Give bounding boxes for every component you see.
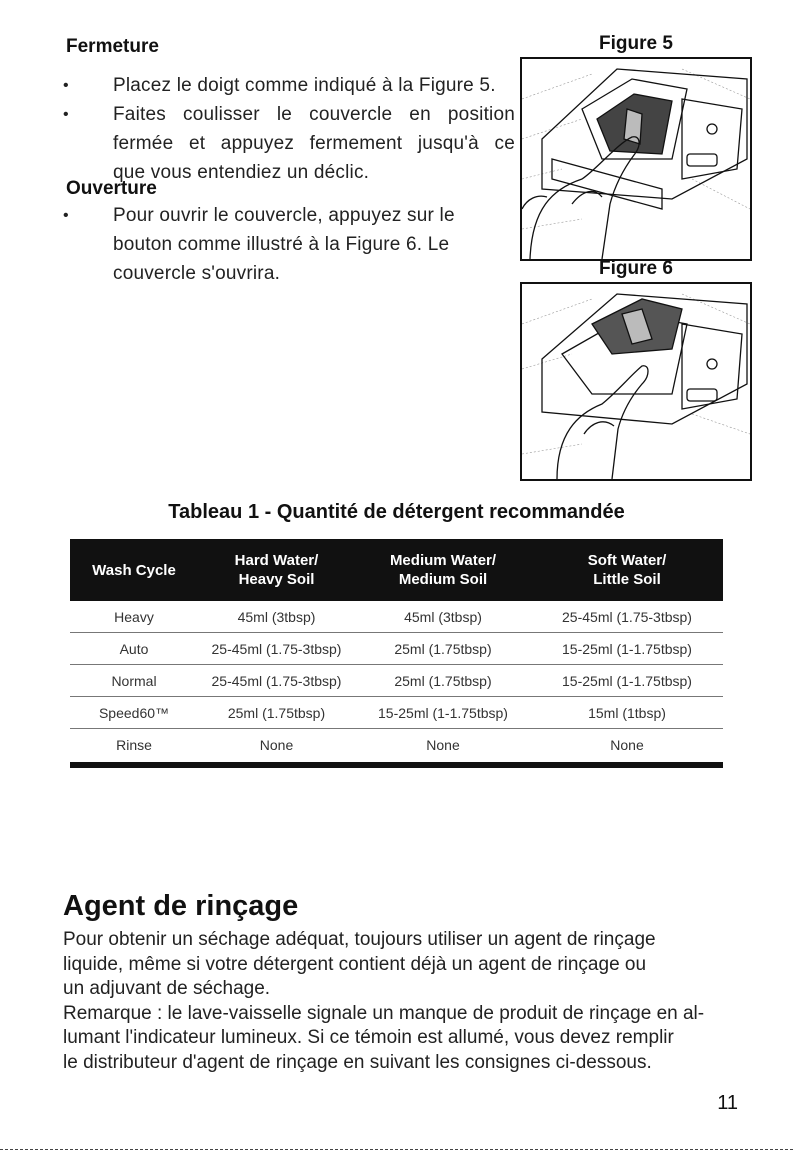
header-wash-cycle: Wash Cycle	[70, 539, 198, 601]
ouverture-heading: Ouverture	[66, 178, 157, 199]
table-cell: None	[426, 736, 460, 753]
table-cell: 25-45ml (1.75-3tbsp)	[198, 665, 355, 697]
table-cell: Auto	[70, 633, 198, 665]
table-cell: 15-25ml (1-1.75tbsp)	[531, 665, 723, 697]
table-row	[70, 601, 723, 633]
figure-5-title: Figure 5	[599, 33, 673, 54]
table-cell: 15-25ml (1-1.75tbsp)	[531, 633, 723, 665]
figure-6-illustration	[520, 282, 752, 481]
ouverture-line-2: bouton comme illustré à la Figure 6. Le	[113, 234, 450, 255]
rinse-section-title: Agent de rinçage	[63, 890, 299, 922]
table-cell: 25ml (1.75tbsp)	[198, 697, 355, 729]
figure-6-ref: Figure 6	[345, 234, 417, 255]
table-cell: None	[259, 736, 294, 753]
table-row	[70, 729, 723, 761]
rinse-line-6: le distributeur d'agent de rinçage en suivant les consignes ci-dessous.	[63, 1051, 652, 1073]
bullet-1-text: Placez le doigt comme indiqué à la	[113, 75, 419, 96]
header-soft-water: Soft Water/ Little Soil	[531, 539, 723, 601]
ouverture-bullet	[63, 201, 513, 288]
table-row	[70, 665, 723, 697]
table-cell: 15-25ml (1-1.75tbsp)	[355, 697, 531, 729]
page-bottom-edge	[0, 1149, 793, 1150]
bullet-2-line-2: fermée et appuyez fermement jusqu'à ce	[113, 133, 515, 154]
detergent-table	[70, 539, 723, 768]
table-cell: 25-45ml (1.75-3tbsp)	[198, 633, 355, 665]
table-cell: Rinse	[116, 736, 152, 753]
table-cell: 45ml (3tbsp)	[198, 601, 355, 633]
ouverture-line-1: Pour ouvrir le couvercle, appuyez sur le	[113, 205, 455, 226]
rinse-line-3: un adjuvant de séchage.	[63, 978, 271, 999]
table-cell: Normal	[70, 665, 198, 697]
table-row	[70, 633, 723, 665]
bullet-dot: •	[63, 207, 69, 224]
table-cell: 25ml (1.75tbsp)	[355, 665, 531, 697]
rinse-body	[63, 928, 743, 1075]
fermeture-bullet-1	[63, 71, 513, 100]
table-row	[70, 697, 723, 729]
table-cell: 45ml (3tbsp)	[355, 601, 531, 633]
table-cell: Heavy	[70, 601, 198, 633]
table-cell: 25ml (1.75tbsp)	[355, 633, 531, 665]
fermeture-heading: Fermeture	[66, 36, 159, 57]
bullet-1-end: .	[490, 75, 496, 96]
header-medium-water: Medium Water/ Medium Soil	[355, 539, 531, 601]
figure-5-ref: Figure 5	[418, 75, 491, 96]
detergent-quantity-table	[70, 539, 723, 760]
table-header-row	[70, 539, 723, 601]
table-cell: Speed60™	[70, 697, 198, 729]
dispenser-opening-image	[522, 284, 750, 479]
figure-5-illustration	[520, 57, 752, 261]
bullet-2-line-1: Faites coulisser le couvercle en position	[113, 104, 515, 125]
header-hard-water: Hard Water/ Heavy Soil	[198, 539, 355, 601]
table-cell: 15ml (1tbsp)	[531, 697, 723, 729]
table-title: Tableau 1 - Quantité de détergent recommandée	[168, 501, 625, 523]
rinse-line-4: Remarque : le lave-vaisselle signale un manque de produit de rinçage en al-	[63, 1002, 705, 1024]
ouverture-line-3: couvercle s'ouvrira.	[113, 263, 281, 284]
figure-6-title: Figure 6	[599, 258, 673, 279]
bullet-2-line-3: que vous entendiez un déclic.	[113, 162, 370, 183]
page-number: 11	[717, 1092, 738, 1114]
fermeture-bullet-2	[63, 100, 515, 187]
table-cell: None	[610, 736, 644, 753]
dispenser-closing-image	[522, 59, 750, 259]
table-cell: 25-45ml (1.75-3tbsp)	[531, 601, 723, 633]
bullet-dot: •	[63, 106, 69, 123]
rinse-line-1: Pour obtenir un séchage adéquat, toujours utiliser un agent de rinçage	[63, 929, 656, 950]
rinse-line-2: liquide, même si votre détergent contient déjà un agent de rinçage ou	[63, 953, 647, 975]
rinse-line-5: lumant l'indicateur lumineux. Si ce témoin est allumé, vous devez remplir	[63, 1027, 674, 1048]
bullet-dot: •	[63, 77, 69, 94]
table-bottom-rule	[70, 762, 723, 768]
